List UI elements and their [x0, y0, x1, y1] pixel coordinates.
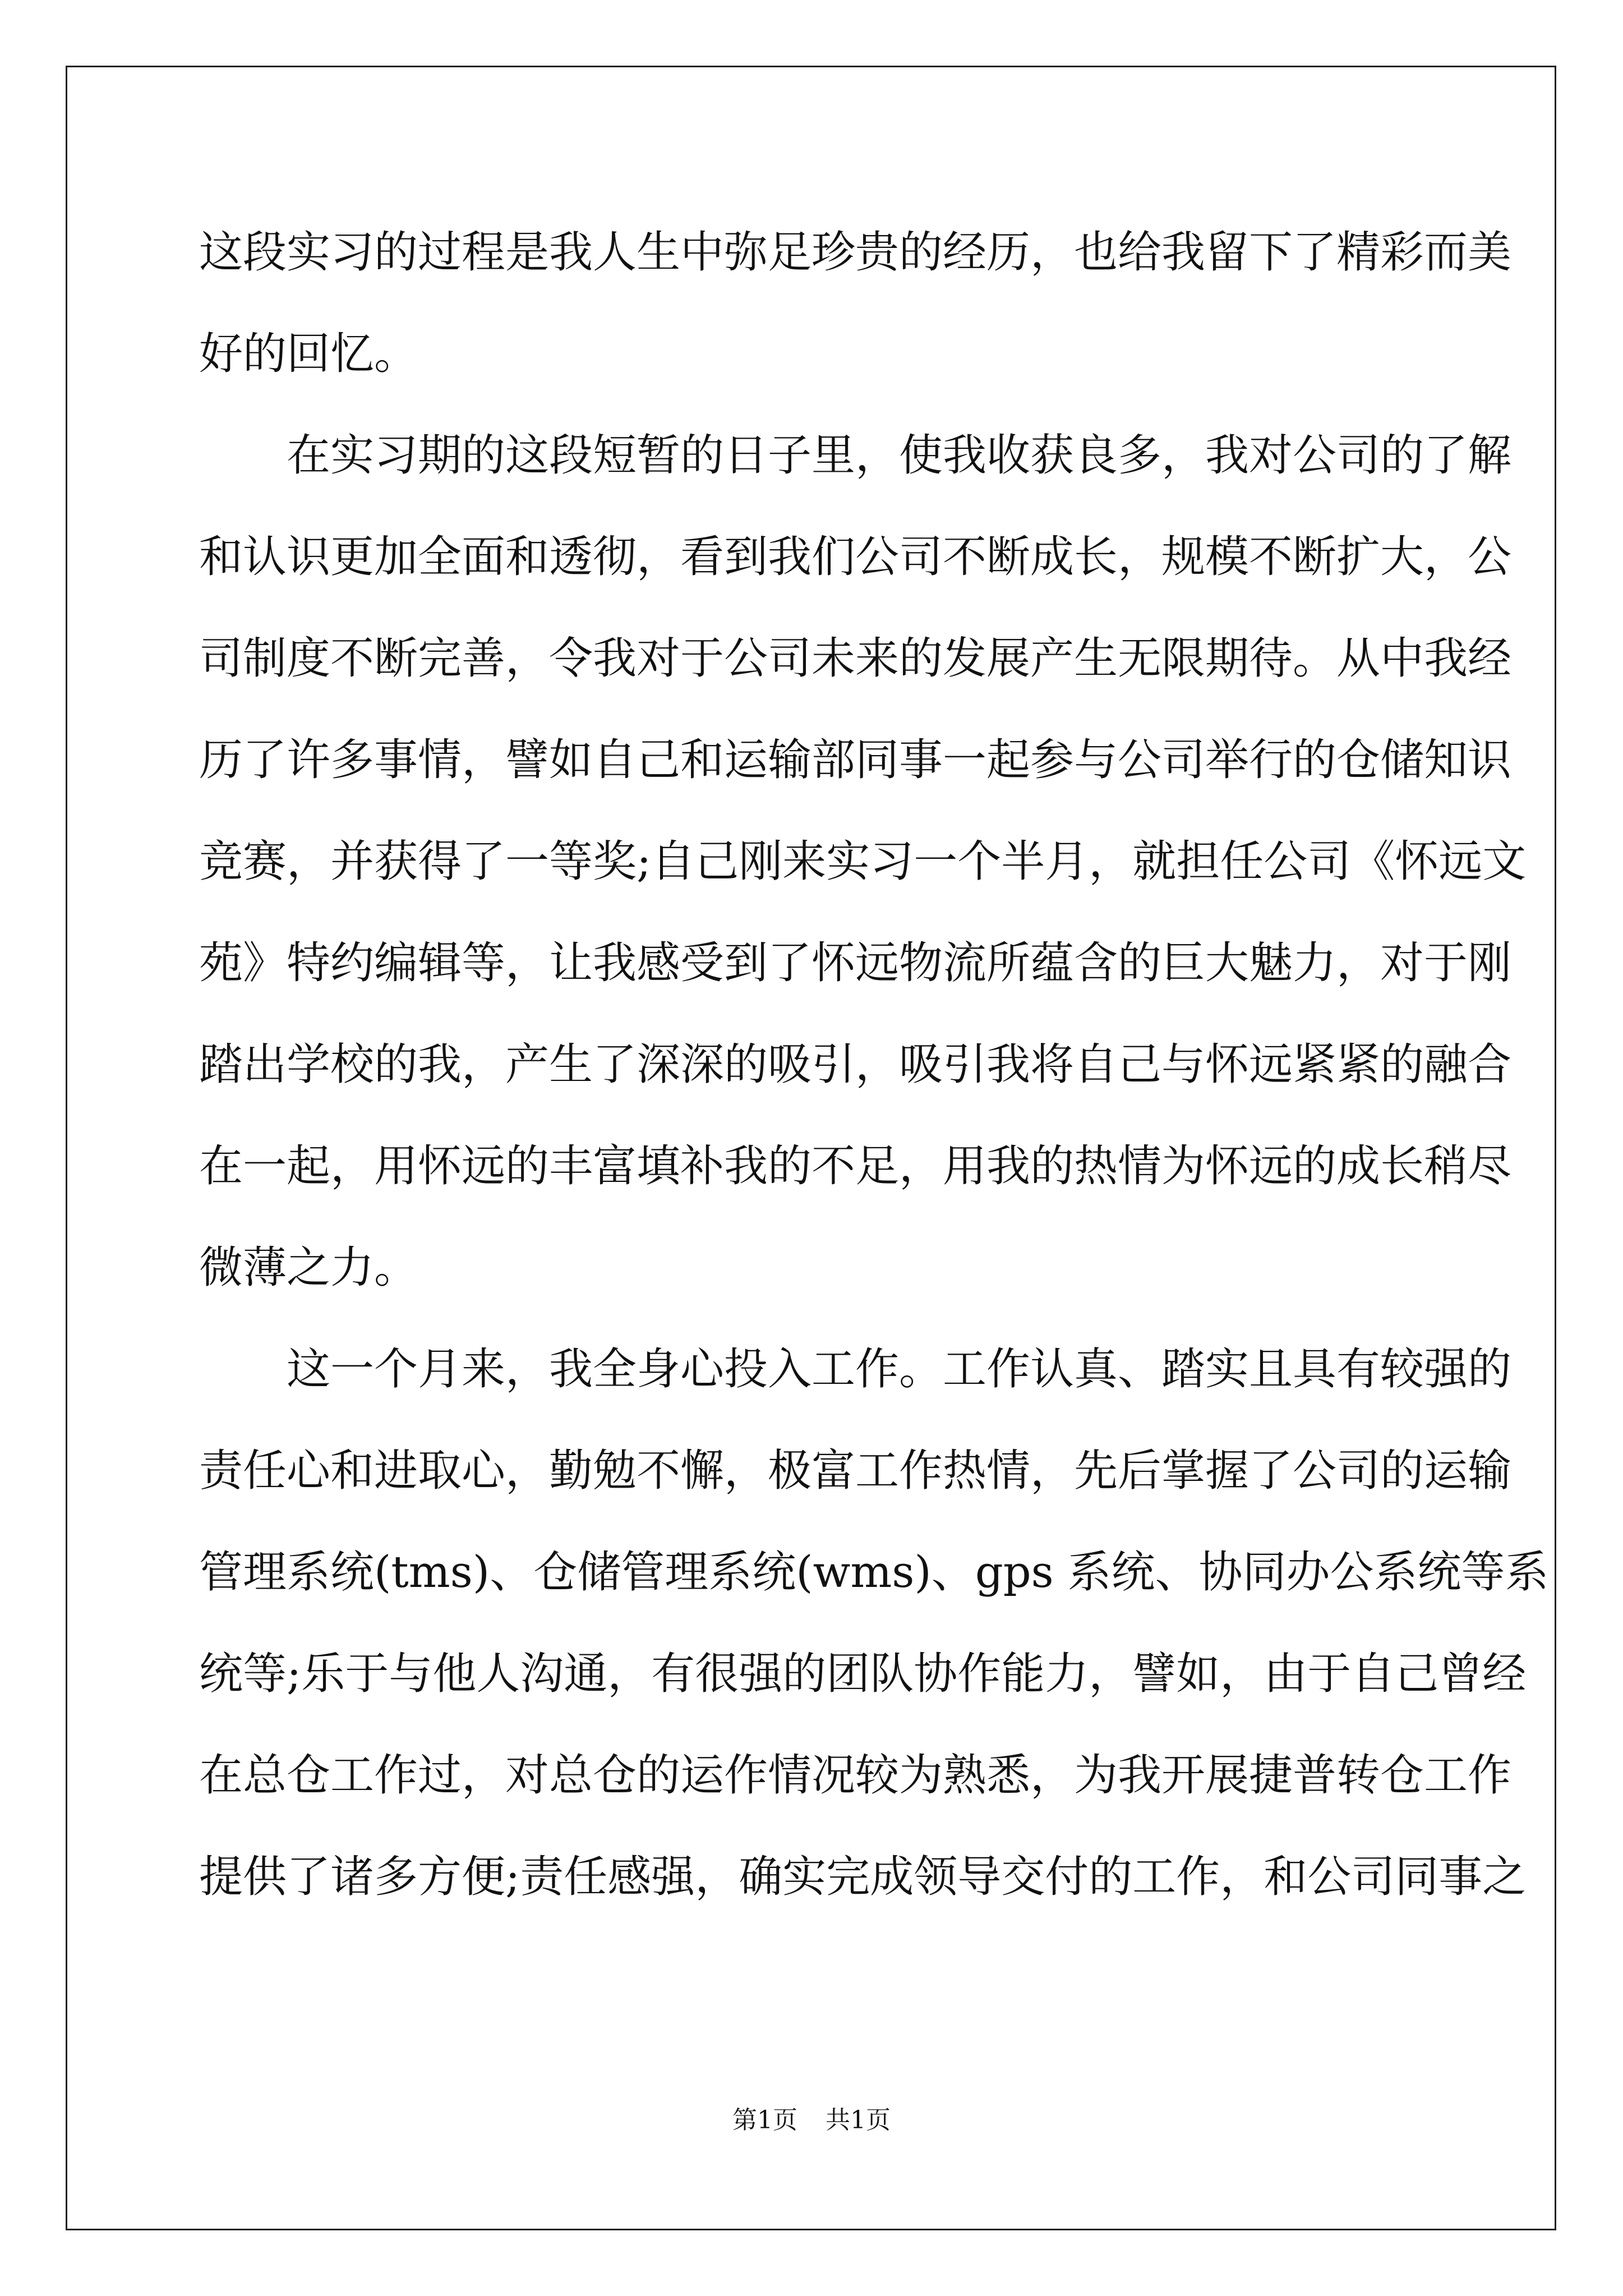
- text-line: 竞赛，并获得了一等奖;自己刚来实习一个半月，就担任公司《怀远文: [199, 836, 1527, 887]
- text-line: 这一个月来，我全身心投入工作。工作认真、踏实且具有较强的: [287, 1344, 1512, 1395]
- text-line: 历了许多事情，譬如自己和运输部同事一起参与公司举行的仓储知识: [199, 735, 1512, 785]
- page-number: 第1页: [732, 2106, 797, 2134]
- text-line: 在一起，用怀远的丰富填补我的不足，用我的热情为怀远的成长稍尽: [199, 1141, 1512, 1191]
- page-footer: [0, 2104, 1623, 2137]
- page-total: 共1页: [826, 2106, 891, 2134]
- text-line: 统等;乐于与他人沟通，有很强的团队协作能力，譬如，由于自己曾经: [199, 1649, 1527, 1699]
- text-line: 和认识更加全面和透彻，看到我们公司不断成长，规模不断扩大，公: [199, 532, 1512, 582]
- text-line: 微薄之力。: [199, 1243, 418, 1293]
- text-line: 责任心和进取心，勤勉不懈，极富工作热情，先后掌握了公司的运输: [199, 1446, 1512, 1496]
- text-line: 司制度不断完善，令我对于公司未来的发展产生无限期待。从中我经: [199, 633, 1512, 684]
- text-line: 管理系统(tms)、仓储管理系统(wms)、gps 系统、协同办公系统等系: [199, 1547, 1549, 1598]
- text-line: 好的回忆。: [199, 329, 418, 379]
- text-line: 在实习期的这段短暂的日子里，使我收获良多，我对公司的了解: [287, 430, 1512, 481]
- document-body: [199, 202, 1549, 1928]
- text-line: 苑》特约编辑等，让我感受到了怀远物流所蕴含的巨大魅力，对于刚: [199, 938, 1512, 988]
- text-line: 这段实习的过程是我人生中弥足珍贵的经历，也给我留下了精彩而美: [199, 227, 1512, 278]
- text-line: 踏出学校的我，产生了深深的吸引，吸引我将自己与怀远紧紧的融合: [199, 1039, 1512, 1090]
- text-line: 提供了诸多方便;责任感强，确实完成领导交付的工作，和公司同事之: [199, 1852, 1527, 1902]
- text-line: 在总仓工作过，对总仓的运作情况较为熟悉，为我开展捷普转仓工作: [199, 1750, 1512, 1801]
